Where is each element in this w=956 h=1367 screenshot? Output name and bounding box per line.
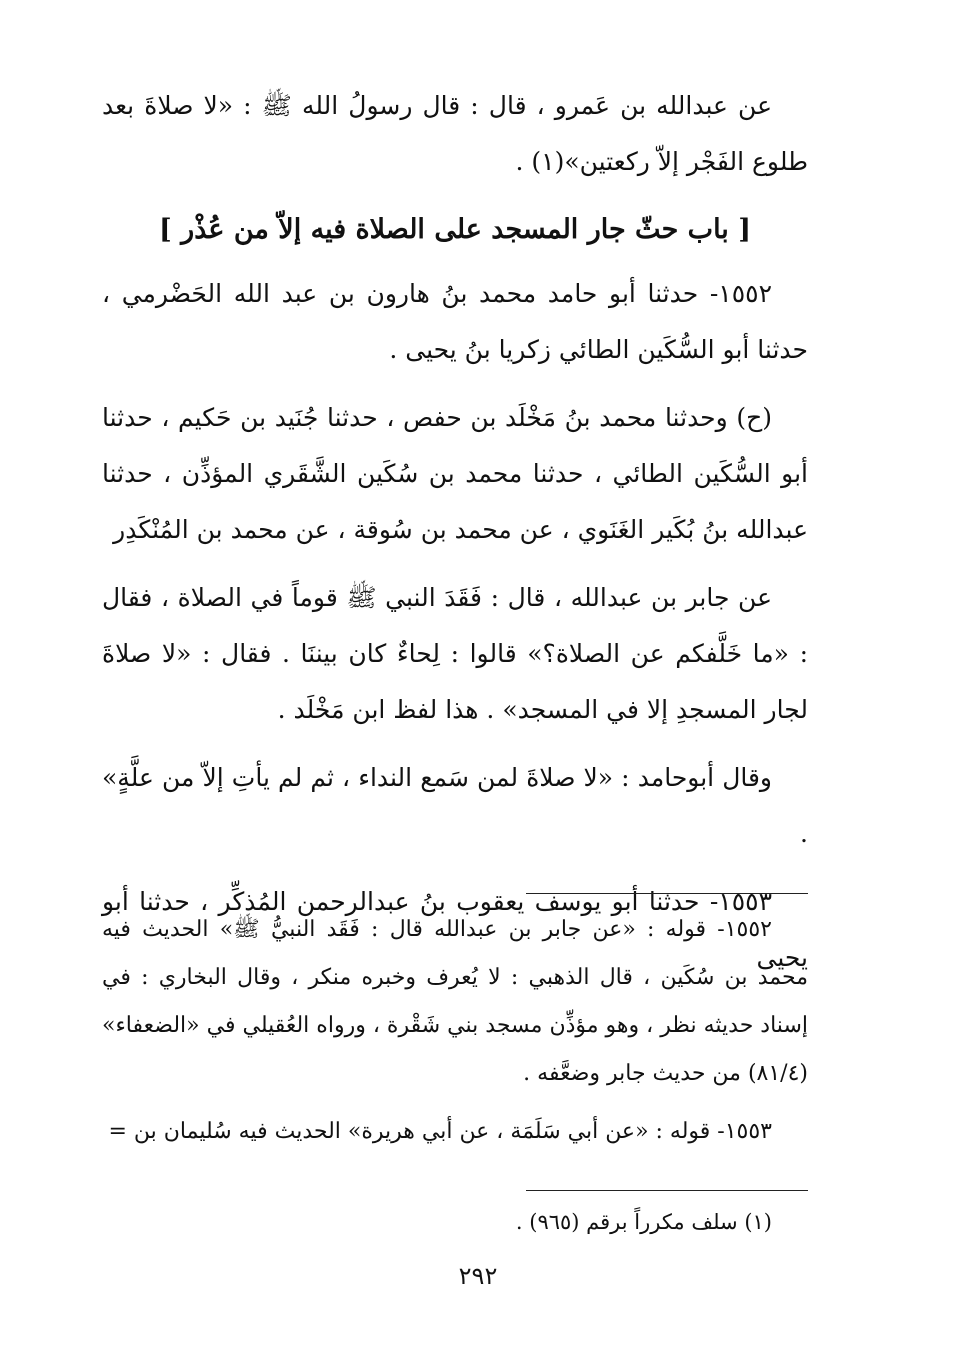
footnote-separator [526,1190,808,1191]
main-text [102,78,808,998]
footnotes [102,1202,808,1242]
footnote-1: (١) سلف مكرراً برقم (٩٦٥) . [515,1210,772,1234]
note-1552: ١٥٥٢- قوله : «عن جابر بن عبدالله قال : فَقَد النبيُّ ﷺ» الحديث فيه محمد بن سُكَين ، قال الذهبي : لا يُعرف وخبره منكر ، وقال البخاري : في إسناد حديثه نظر ، وهو مؤذِّن مسجد بني شَقْرة ، ورواه العُقيلي في «الضعفاء» (٨١/٤) من حديث جابر وضعَّفه . [102,917,808,1086]
paragraph-1552-matn: عن جابر بن عبدالله ، قال : فَقَدَ النبي ﷺ قوماً في الصلاة ، فقال : «ما خَلَّفكم عن الصلاة؟» قالوا : لِحاءٌ كان بيننَا . فقال : «لا صلاةَ لجار المسجدِ إلا في المسجد» . هذا لفظ ابن مَخْلَد . [102,583,808,724]
commentary-separator [526,893,808,894]
note-1553 [102,1108,808,1156]
paragraph-1552-alt-isnad: (ح) وحدثنا محمد بنُ مَخْلَد بن حفص ، حدثنا جُنَيد بن حَكيم ، حدثنا أبو السُّكَين الطائي ، حدثنا محمد بن سُكَين الشَّقَري المؤذِّن ، حدثنا عبدالله بنُ بُكَير الغَنَوي ، عن محمد بن سُوقة ، عن محمد بن المُنْكَدِر [102,403,808,544]
paragraph-abu-hamid: وقال أبوحامد : «لا صلاةَ لمن سَمع النداء ، ثم لم يأتِ إلاّ من علَّةٍ» . [102,763,808,848]
note-1553-text: ١٥٥٣- قوله : «عن أبي سَلَمَة ، عن أبي هريرة» الحديث فيه سُليمان بن [133,1119,772,1144]
page-number: ٢٩٢ [458,1262,498,1290]
chapter-heading: [ باب حثّ جار المسجد على الصلاة فيه إلاّ من عُذْر ] [158,214,751,245]
commentary [102,906,808,1166]
paragraph-1552-isnad: ١٥٥٢- حدثنا أبو حامد محمد بنُ هارون بن عبد الله الحَضْرمي ، حدثنا أبو السُّكَين الطائي زكريا بنُ يحيى . [102,279,808,364]
paragraph-1553-isnad: ١٥٥٣- حدثنا أبو يوسف يعقوب بنُ عبدالرحمن المُذكِّر ، حدثنا أبو يحيى [102,887,808,972]
paragraph-hadith-end: عن عبدالله بن عَمرو ، قال : قال رسولُ الله ﷺ : «لا صلاةَ بعد طلوع الفَجْر إلاّ ركعتين»(١) . [102,91,808,176]
continuation-mark: = [108,1119,127,1144]
